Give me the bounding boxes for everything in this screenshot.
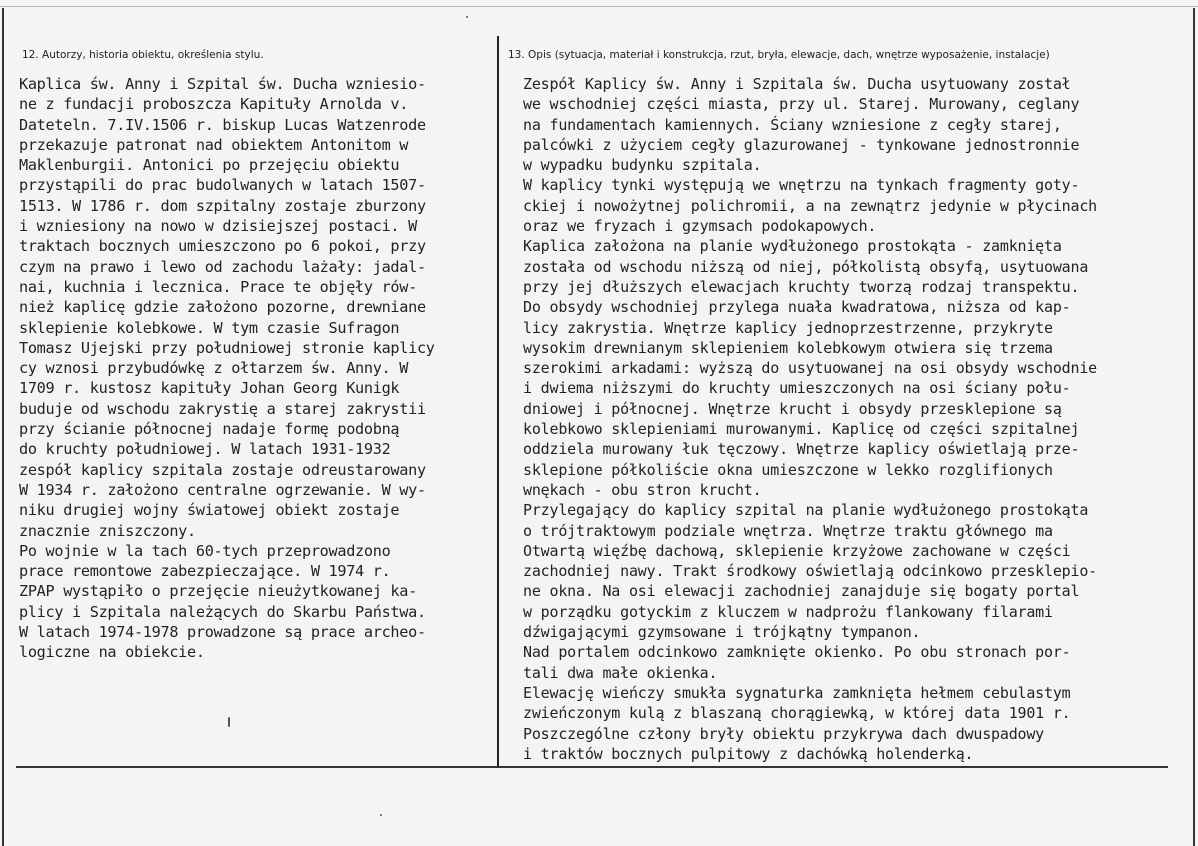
text-line: dniowej i północnej. Wnętrze krucht i obsydy przesklepione są xyxy=(523,399,1062,418)
text-line: Poszczególne człony bryły obiektu przykrywa dach dwuspadowy xyxy=(523,724,1045,743)
text-line: dźwigającymi gzymsowane i trójkątny tympanon. xyxy=(523,623,921,642)
text-line: nież kaplicę gdzie założono pozorne, drewniane xyxy=(19,298,426,317)
text-line: oraz we fryzach i gzymsach podokapowych. xyxy=(523,217,877,236)
text-line: plicy i Szpitala należących do Skarbu Państwa. xyxy=(19,602,426,621)
text-line: wysokim drewnianym sklepieniem kolebkowym otwiera się trzema xyxy=(523,338,1053,357)
text-line: W 1934 r. założono centralne ogrzewanie. W wy- xyxy=(19,480,426,499)
text-line: 1709 r. kustosz kapituły Johan Georg Kunigk xyxy=(19,379,400,398)
text-line: przy jej dłuższych elewacjach kruchty tworzą rodzaj transpektu. xyxy=(523,277,1080,296)
text-line: niku drugiej wojny światowej obiekt zostaje xyxy=(19,501,400,520)
text-line: Kaplica założona na planie wydłużonego prostokąta - zamknięta xyxy=(523,237,1062,256)
column-divider xyxy=(497,36,499,766)
text-line: znacznie zniszczony. xyxy=(19,521,196,540)
text-line: przekazuje patronat nad obiektem Antonitom w xyxy=(19,135,409,154)
text-line: przystąpili do prac budolwanych w latach 1507- xyxy=(19,176,426,195)
section-13-text xyxy=(523,74,1097,764)
text-line: sklepienie kolebkowe. W tym czasie Sufragon xyxy=(19,318,400,337)
text-line: W latach 1974-1978 prowadzone są prace archeo- xyxy=(19,623,426,642)
text-line: wnękach - obu stron krucht. xyxy=(523,480,762,499)
text-line: W kaplicy tynki występują we wnętrzu na tynkach fragmenty goty- xyxy=(523,176,1080,195)
top-rule xyxy=(0,6,1198,7)
text-line: prace remontowe zabezpieczające. W 1974 r. xyxy=(19,562,391,581)
text-line: Nad portalem odcinkowo zamknięte okienko. Po obu stronach por- xyxy=(523,643,1071,662)
text-line: Dateteln. 7.IV.1506 r. biskup Lucas Watzenrode xyxy=(19,115,426,134)
text-line: palcówki z użyciem cegły glazurowanej - tynkowane jednostronnie xyxy=(523,135,1080,154)
scan-speck xyxy=(228,717,230,727)
text-line: sklepione półkoliście okna umieszczone w lekko rozglifionych xyxy=(523,460,1053,479)
text-line: ckiej i nowożytnej polichromii, a na zewnątrz jedynie w płycinach xyxy=(523,196,1097,215)
text-line: zachodniej nawy. Trakt środkowy oświetlają odcinkowo przesklepio- xyxy=(523,562,1097,581)
text-line: zespół kaplicy szpitala zostaje odreustarowany xyxy=(19,460,426,479)
text-line: ne okna. Na osi elewacji zachodniej zanajduje się bogaty portal xyxy=(523,582,1080,601)
text-line: do kruchty południowej. W latach 1931-1932 xyxy=(19,440,391,459)
scan-speck xyxy=(466,16,468,18)
text-line: traktach bocznych umieszczono po 6 pokoi, przy xyxy=(19,237,426,256)
text-line: i wzniesiony na nowo w dzisiejszej postaci. W xyxy=(19,217,417,236)
text-line: buduje od wschodu zakrystię a starej zakrystii xyxy=(19,399,426,418)
text-line: na fundamentach kamiennych. Ściany wzniesione z cegły starej, xyxy=(523,115,1062,134)
text-line: nai, kuchnia i lecznica. Prace te objęły rów- xyxy=(19,277,417,296)
text-line: i traktów bocznych pulpitowy z dachówką holenderką. xyxy=(523,744,974,763)
text-line: cy wznosi przybudówkę z ołtarzem św. Anny. W xyxy=(19,359,409,378)
text-line: Kaplica św. Anny i Szpital św. Ducha wzniesio- xyxy=(19,75,426,93)
text-line: Elewację wieńczy smukła sygnaturka zamknięta hełmem cebulastym xyxy=(523,683,1071,702)
text-line: oddziela murowany łuk tęczowy. Wnętrze kaplicy oświetlają prze- xyxy=(523,440,1080,459)
text-line: Maklenburgii. Antonici po przejęciu obiektu xyxy=(19,156,400,175)
text-line: logiczne na obiekcie. xyxy=(19,643,205,662)
text-line: Tomasz Ujejski przy południowej stronie kaplicy xyxy=(19,338,435,357)
text-line: Przylegający do kaplicy szpital na planie wydłużonego prostokąta xyxy=(523,501,1089,520)
text-line: czym na prawo i lewo od zachodu lażały: jadal- xyxy=(19,257,426,276)
left-border xyxy=(2,8,4,846)
text-line: tali dwa małe okienka. xyxy=(523,663,718,682)
section-12-text xyxy=(19,74,435,663)
text-line: we wschodniej części miasta, przy ul. Starej. Murowany, ceglany xyxy=(523,95,1080,114)
text-line: zwieńczonym kulą z blaszaną chorągiewką, w której data 1901 r. xyxy=(523,704,1071,723)
text-line: w wypadku budynku szpitala. xyxy=(523,156,762,175)
section-12-heading: 12. Autorzy, historia obiektu, określenia stylu. xyxy=(22,49,264,61)
text-line: została od wschodu niższą od niej, półkolistą obsyfą, usytuowana xyxy=(523,257,1089,276)
scan-speck xyxy=(380,814,382,816)
text-line: o trójtraktowym podziale wnętrza. Wnętrze traktu głównego ma xyxy=(523,521,1053,540)
text-line: Otwartą więźbę dachową, sklepienie krzyżowe zachowane w części xyxy=(523,541,1071,560)
text-line: przy ścianie północnej nadaje formę podobną xyxy=(19,420,400,439)
text-line: w porządku gotyckim z kluczem w nadprożu flankowany filarami xyxy=(523,602,1053,621)
text-line: szerokimi arkadami: wyższą do usytuowanej na osi obsydy wschodnie xyxy=(523,359,1097,378)
text-line: Po wojnie w la tach 60-tych przeprowadzono xyxy=(19,541,391,560)
text-line: licy zakrystia. Wnętrze kaplicy jednoprzestrzenne, przykryte xyxy=(523,318,1053,337)
text-line: ZPAP wystąpiło o przejęcie nieużytkowanej ka- xyxy=(19,582,417,601)
text-line: kolebkowo sklepieniami murowanymi. Kaplicę od części szpitalnej xyxy=(523,420,1080,439)
text-line: i dwiema niższymi do kruchty umieszczonych na osi ściany połu- xyxy=(523,379,1071,398)
text-line: ne z fundacji proboszcza Kapituły Arnolda v. xyxy=(19,95,409,114)
right-border xyxy=(1193,8,1195,846)
text-line: Do obsydy wschodniej przylega nuała kwadratowa, niższa od kap- xyxy=(523,298,1071,317)
bottom-rule xyxy=(16,766,1168,768)
section-13-heading: 13. Opis (sytuacja, materiał i konstrukcja, rzut, bryła, elewacje, dach, wnętrze wyposażenie, instalacje) xyxy=(508,49,1050,61)
text-line: 1513. W 1786 r. dom szpitalny zostaje zburzony xyxy=(19,196,426,215)
text-line: Zespół Kaplicy św. Anny i Szpitala św. Ducha usytuowany został xyxy=(523,75,1071,93)
